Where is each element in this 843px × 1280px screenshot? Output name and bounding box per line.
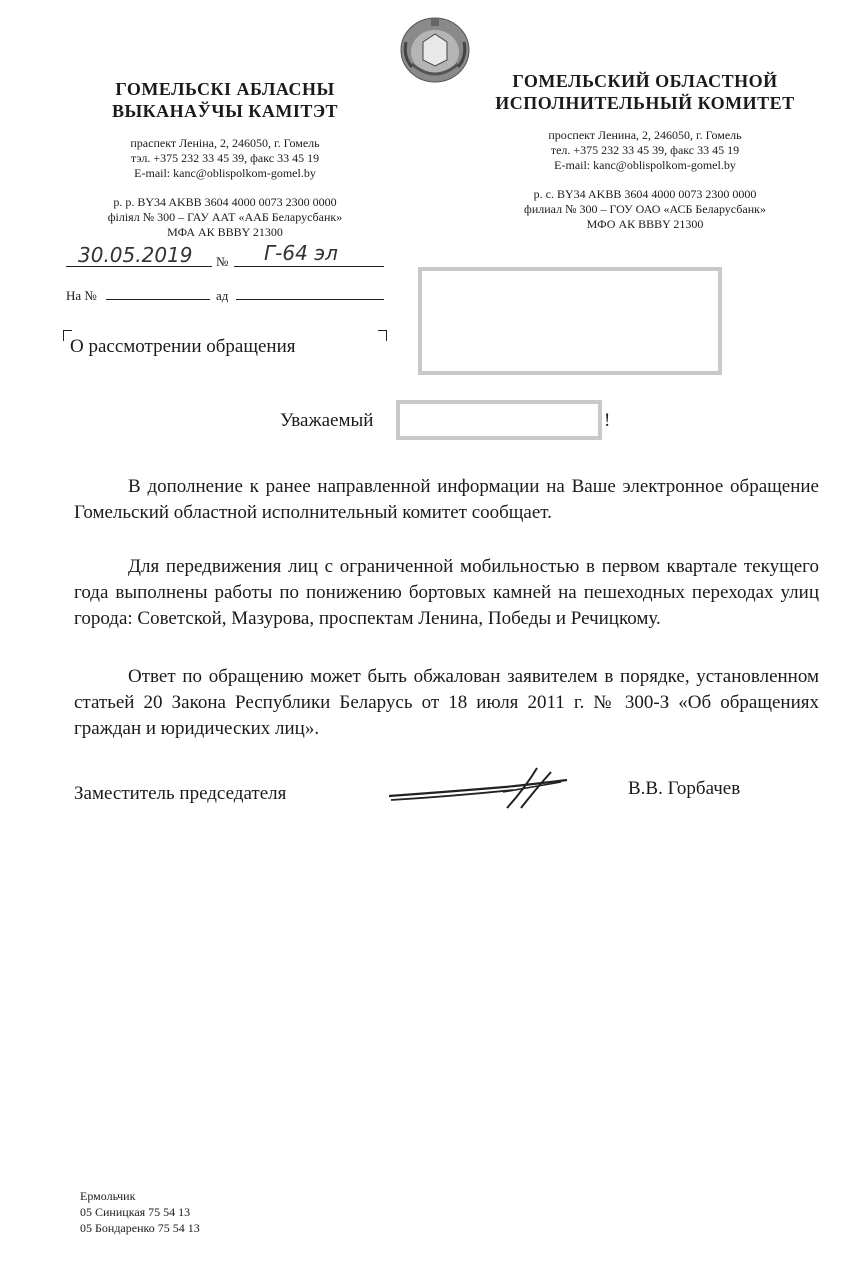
header-left-phone: тэл. +375 232 33 45 39, факс 33 45 19 [130, 151, 320, 165]
header-left-address: праспект Леніна, 2, 246050, г. Гомель [130, 136, 320, 150]
footer-line-2: 05 Синицкая 75 54 13 [80, 1205, 191, 1219]
header-left-mfo: МФА АК BBBY 21300 [167, 225, 283, 239]
subject-corner-right [378, 330, 387, 341]
footer-executors [80, 1188, 200, 1236]
body-paragraph-2: Для передвижения лиц с ограниченной мобильностью в первом квартале текущего года выполнены работы по понижению бортовых камней на пешеходных переходах улиц города: Советской, Мазурова, проспектам Ленина, Победы и Речицкому. [74, 556, 819, 629]
salutation-prefix: Уважаемый [280, 410, 374, 431]
header-left-email: E-mail: kanc@oblispolkom-gomel.by [134, 166, 316, 180]
footer-line-3: 05 Бондаренко 75 54 13 [80, 1221, 200, 1235]
header-left-account: р. р. BY34 AKBB 3604 4000 0073 2300 0000 [113, 195, 337, 209]
number-label: № [216, 254, 229, 269]
header-right-title-line1: ГОМЕЛЬСКИЙ ОБЛАСТНОЙ [512, 71, 778, 91]
header-left-bank: філіял № 300 – ГАУ ААТ «ААБ Беларусбанк» [107, 210, 343, 224]
header-right-account: р. с. BY34 AKBB 3604 4000 0073 2300 0000 [533, 187, 757, 201]
from-label: ад [216, 288, 229, 303]
body-paragraph-3: Ответ по обращению может быть обжалован заявителем в порядке, установленном статьей 20 Закона Республики Беларусь от 18 июля 2011 г. № 300-З «Об обращениях граждан и юридических лиц». [74, 666, 819, 739]
signatory-name: В.В. Горбачев [628, 778, 741, 799]
header-left [60, 78, 390, 240]
number-line [234, 266, 384, 267]
redacted-name [396, 400, 602, 440]
redacted-recipient-block [418, 267, 722, 375]
header-right-bank: филиал № 300 – ГОУ ОАО «АСБ Беларусбанк» [524, 202, 766, 216]
header-right-email: E-mail: kanc@oblispolkom-gomel.by [554, 158, 736, 172]
ref-line [106, 299, 210, 300]
ref-label: На № [66, 288, 97, 303]
salutation-suffix: ! [604, 410, 611, 431]
handwritten-signature [385, 762, 575, 814]
registration-date: 30.05.2019 [78, 243, 193, 267]
signatory-position: Заместитель председателя [74, 783, 287, 804]
registration-number: Г-64 эл [264, 241, 338, 265]
coat-of-arms-emblem [398, 12, 472, 84]
header-right-phone: тел. +375 232 33 45 39, факс 33 45 19 [550, 143, 740, 157]
header-left-title-line2: ВЫКАНАЎЧЫ КАМІТЭТ [111, 101, 339, 121]
header-right-title-line2: ИСПОЛНИТЕЛЬНЫЙ КОМИТЕТ [495, 93, 795, 113]
from-line [236, 299, 384, 300]
header-right [480, 70, 810, 232]
body-paragraph-1: В дополнение к ранее направленной информации на Ваше электронное обращение Гомельский областной исполнительный комитет сообщает. [74, 476, 819, 523]
subject-line: О рассмотрении обращения [70, 336, 296, 357]
header-right-mfo: МФО АК BBBY 21300 [586, 217, 704, 231]
footer-line-1: Ермольчик [80, 1189, 136, 1203]
header-left-title-line1: ГОМЕЛЬСКІ АБЛАСНЫ [115, 79, 335, 99]
header-right-address: проспект Ленина, 2, 246050, г. Гомель [548, 128, 742, 142]
